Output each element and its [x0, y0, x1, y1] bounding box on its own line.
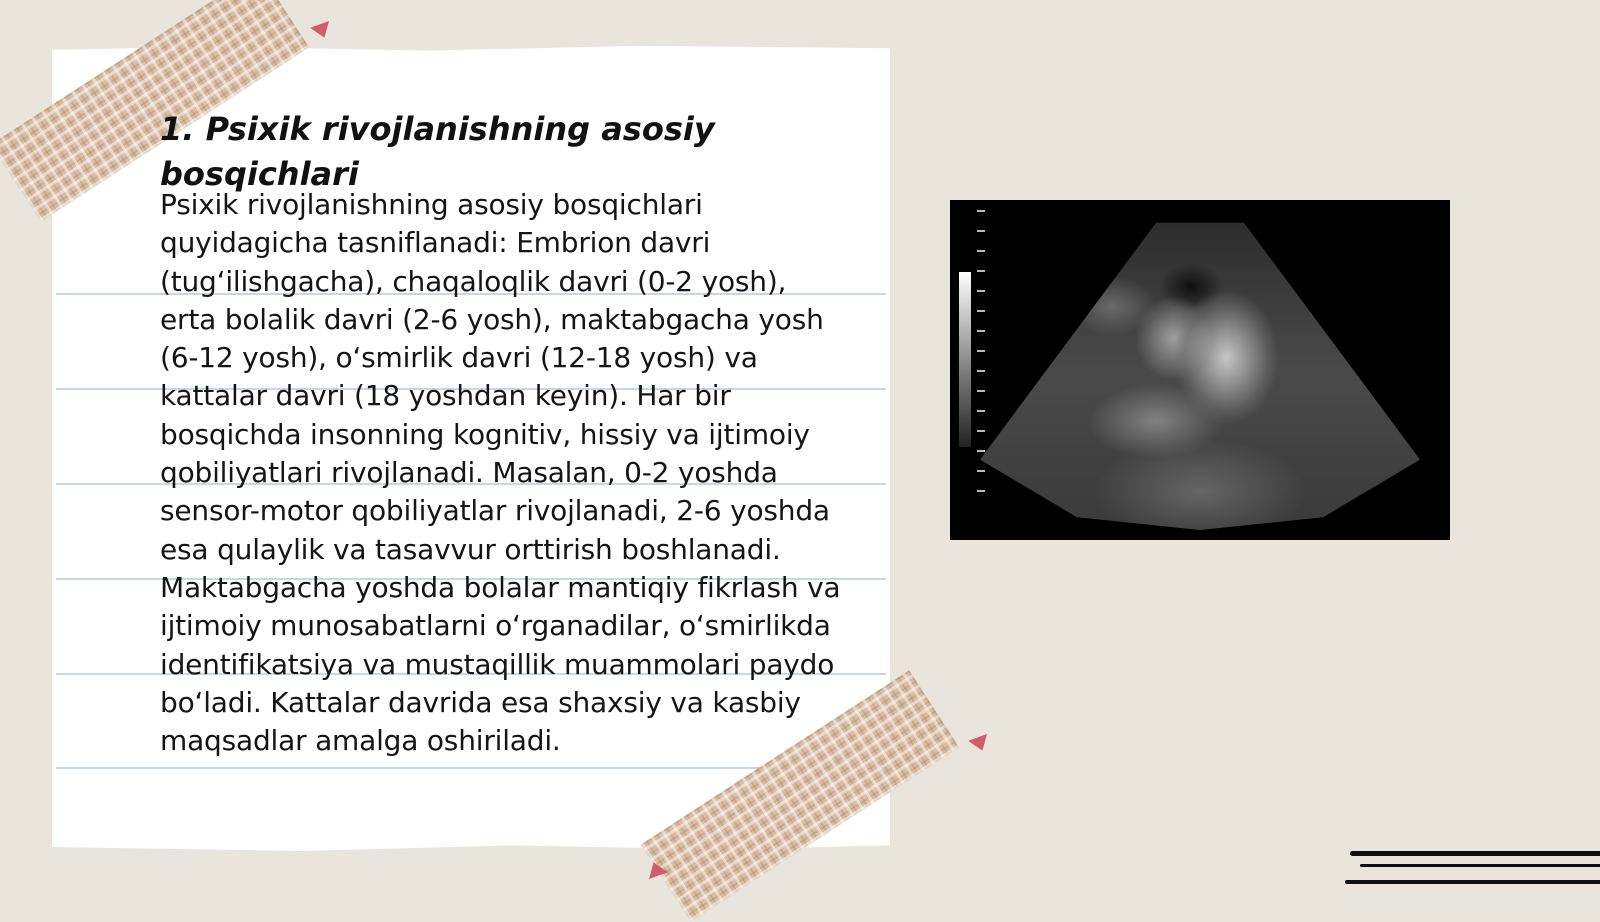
pin-icon — [968, 734, 992, 754]
ultrasound-image — [950, 200, 1450, 540]
brush-stroke-decoration — [1350, 851, 1600, 856]
brush-stroke-decoration — [1360, 864, 1600, 867]
ultrasound-grayscale-bar — [959, 272, 971, 447]
slide-title: 1. Psixik rivojlanishning asosiy bosqichlari — [160, 110, 715, 193]
ultrasound-scan-cone — [980, 210, 1420, 530]
ultrasound-depth-ticks — [977, 210, 985, 510]
slide-body-text: Psixik rivojlanishning asosiy bosqichlari quyidagicha tasniflanadi: Embrion davri (tugʻilishgacha), chaqaloqlik davri (0-2 yosh), erta bolalik davri (2-6 yosh), maktabgacha yosh (6-12 yosh), oʻsmirlik davri (12-18 yosh) va kattalar davri (18 yoshdan keyin). Har bir bosqichda insonning kognitiv, hissiy va ijtimoiy qobiliyatlari rivojlanadi. Masalan, 0-2 yoshda sensor-motor qobiliyatlar rivojlanadi, 2-6 yoshda esa qulaylik va tasavvur orttirish boshlanadi. Maktabgacha yoshda bolalar mantiqiy fikrlash va ijtimoiy munosabatlarni oʻrganadilar, oʻsmirlikda identifikatsiya va mustaqillik muammolari paydo boʻladi. Kattalar davrida esa shaxsiy va kasbiy maqsadlar amalga oshiriladi. — [160, 188, 841, 758]
brush-stroke-decoration — [1345, 880, 1600, 884]
pin-icon — [310, 21, 334, 41]
